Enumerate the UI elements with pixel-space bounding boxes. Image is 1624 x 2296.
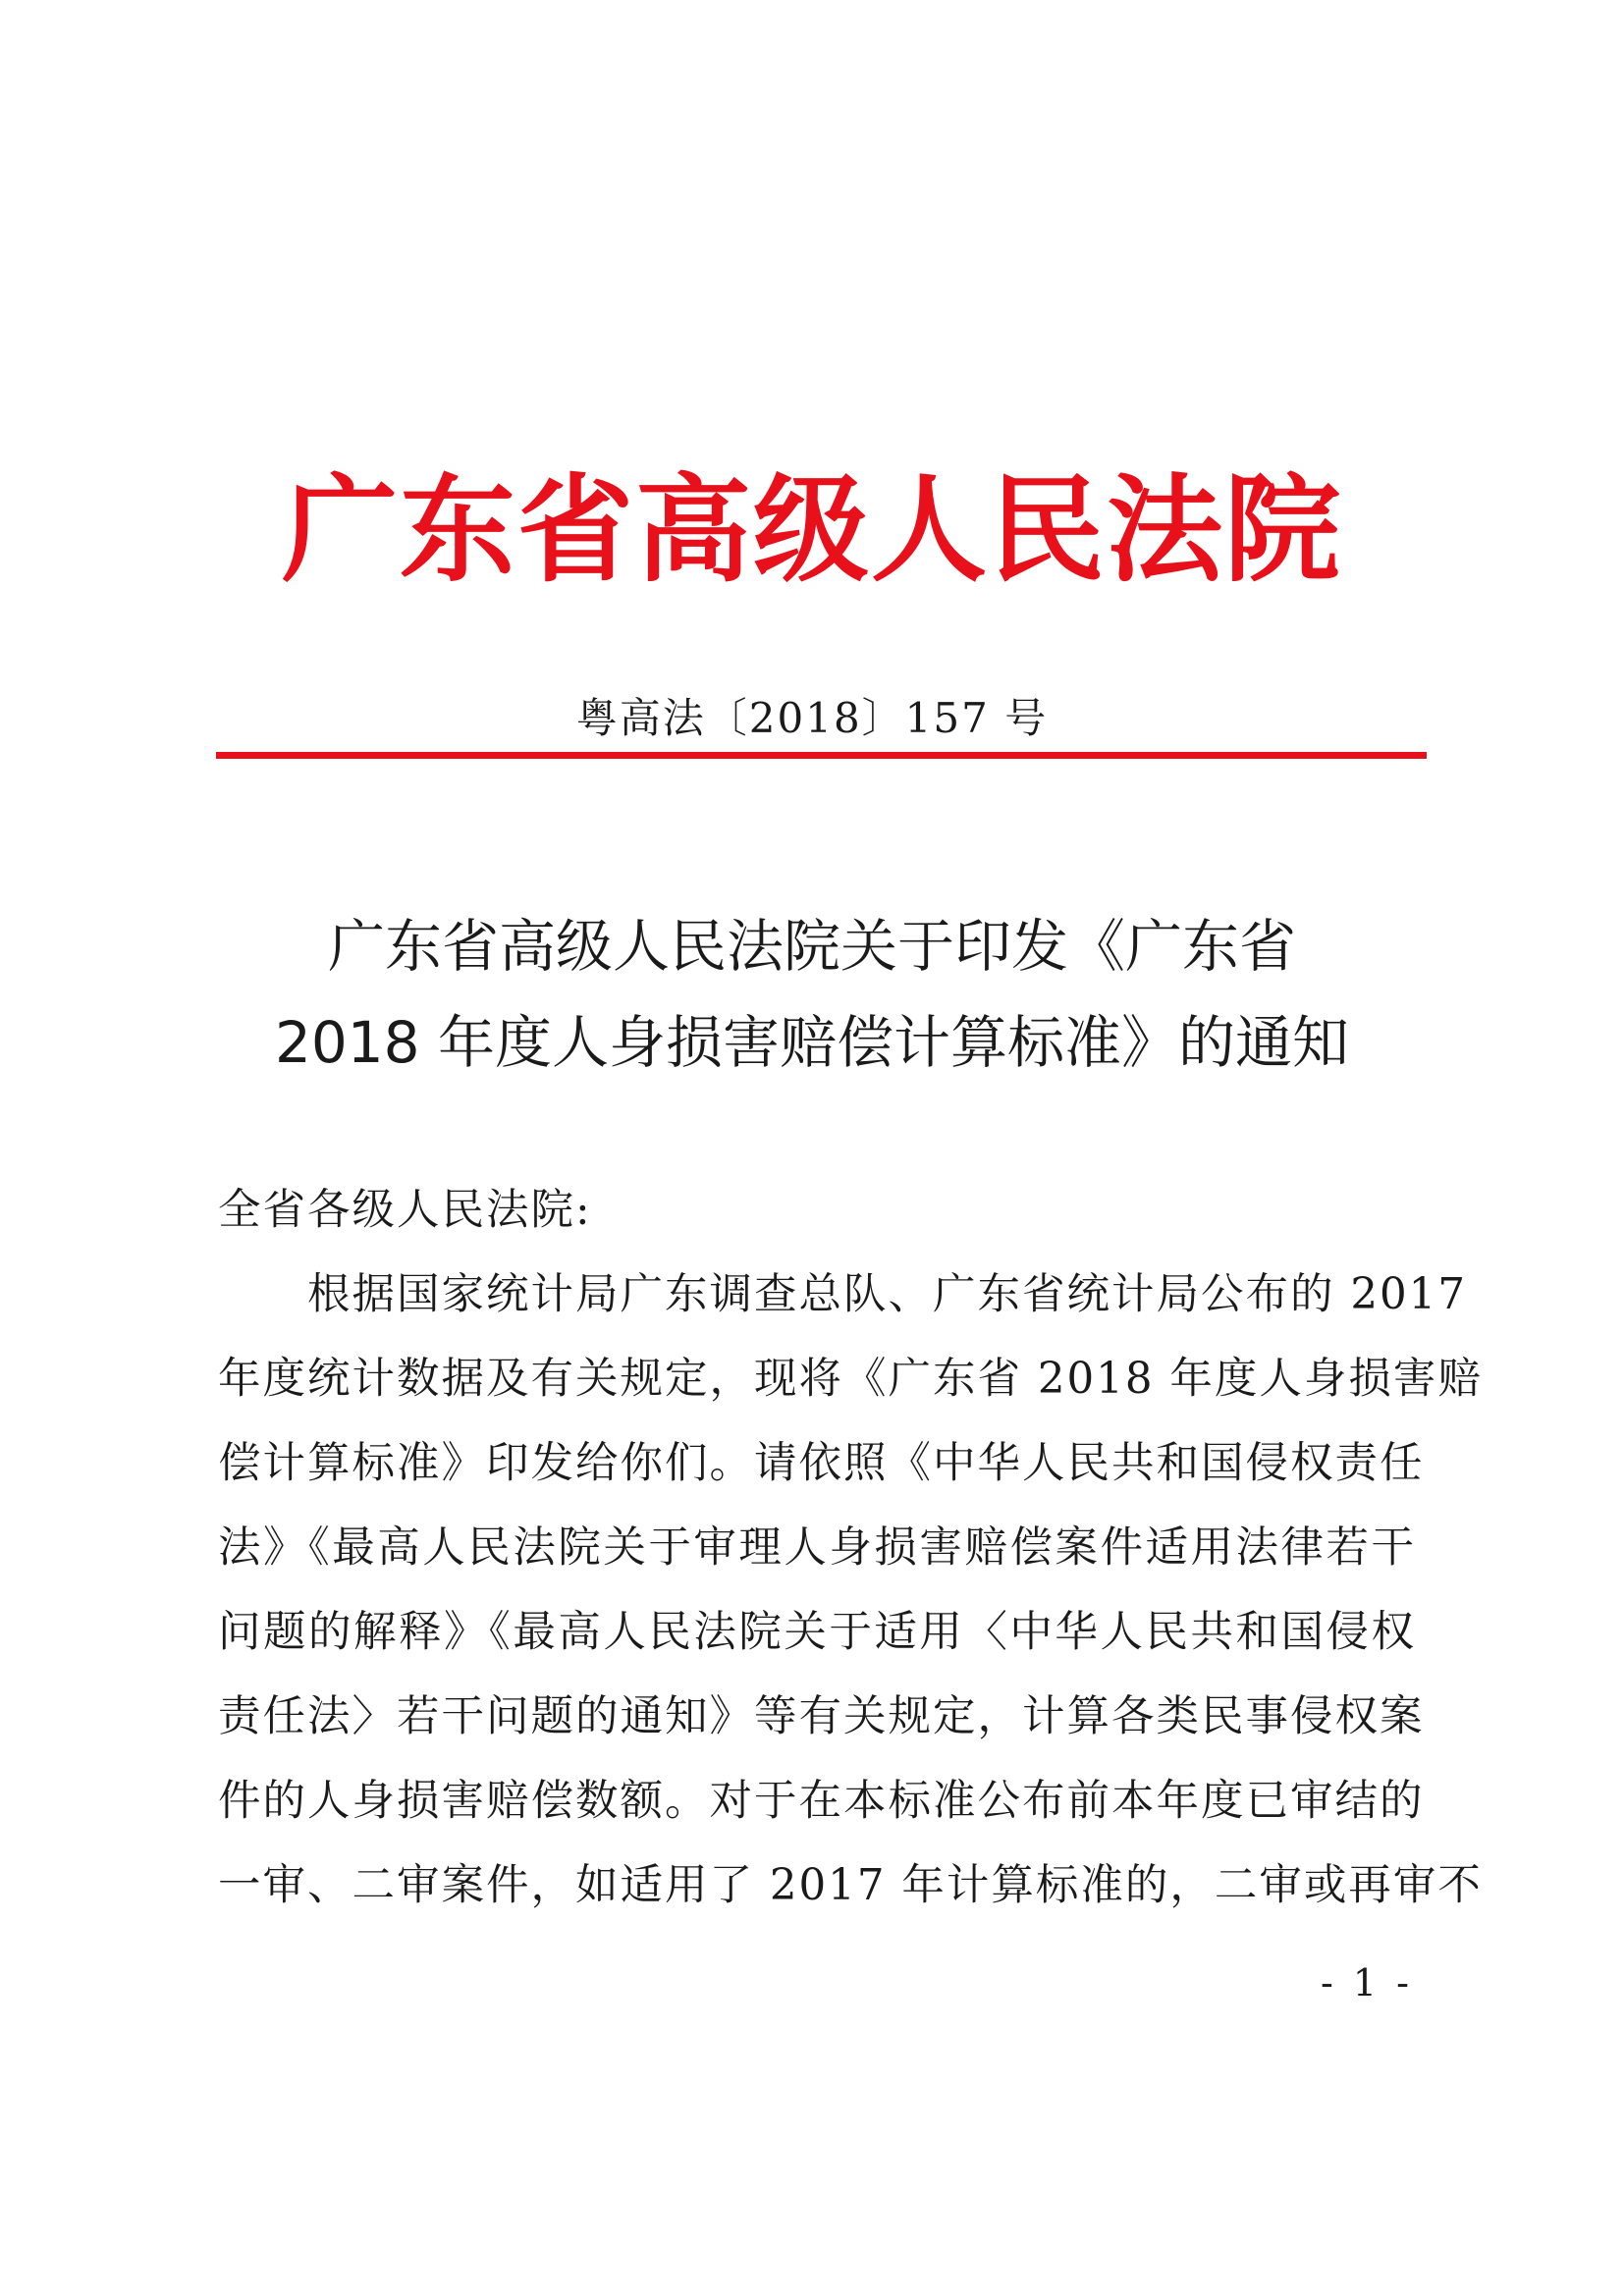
document-number: 粤高法〔2018〕157 号	[575, 694, 1049, 742]
page-number: - 1 -	[1320, 1961, 1413, 2004]
salutation: 全省各级人民法院:	[218, 1186, 592, 1235]
body-line: 责任法〉若干问题的通知》等有关规定，计算各类民事侵权案	[218, 1692, 1425, 1741]
issuing-authority-heading: 广东省高级人民法院	[281, 461, 1342, 598]
body-line: 偿计算标准》印发给你们。请依照《中华人民共和国侵权责任	[218, 1439, 1425, 1488]
notice-title	[177, 898, 1447, 1091]
body-line: 一审、二审案件，如适用了 2017 年计算标准的，二审或再审不	[218, 1861, 1483, 1910]
body-line: 根据国家统计局广东调查总队、广东省统计局公布的 2017	[218, 1270, 1468, 1319]
body-line: 件的人身损害赔偿数额。对于在本标准公布前本年度已审结的	[218, 1777, 1425, 1826]
notice-title-line-1: 广东省高级人民法院关于印发《广东省	[327, 913, 1296, 980]
notice-body	[218, 1168, 1483, 1928]
body-line: 问题的解释》《最高人民法院关于适用〈中华人民共和国侵权	[218, 1608, 1416, 1657]
notice-title-line-2: 2018 年度人身损害赔偿计算标准》的通知	[274, 1009, 1350, 1076]
body-line: 法》《最高人民法院关于审理人身损害赔偿案件适用法律若干	[218, 1523, 1416, 1573]
red-divider-line	[216, 752, 1427, 759]
body-line: 年度统计数据及有关规定，现将《广东省 2018 年度人身损害赔	[218, 1355, 1483, 1404]
